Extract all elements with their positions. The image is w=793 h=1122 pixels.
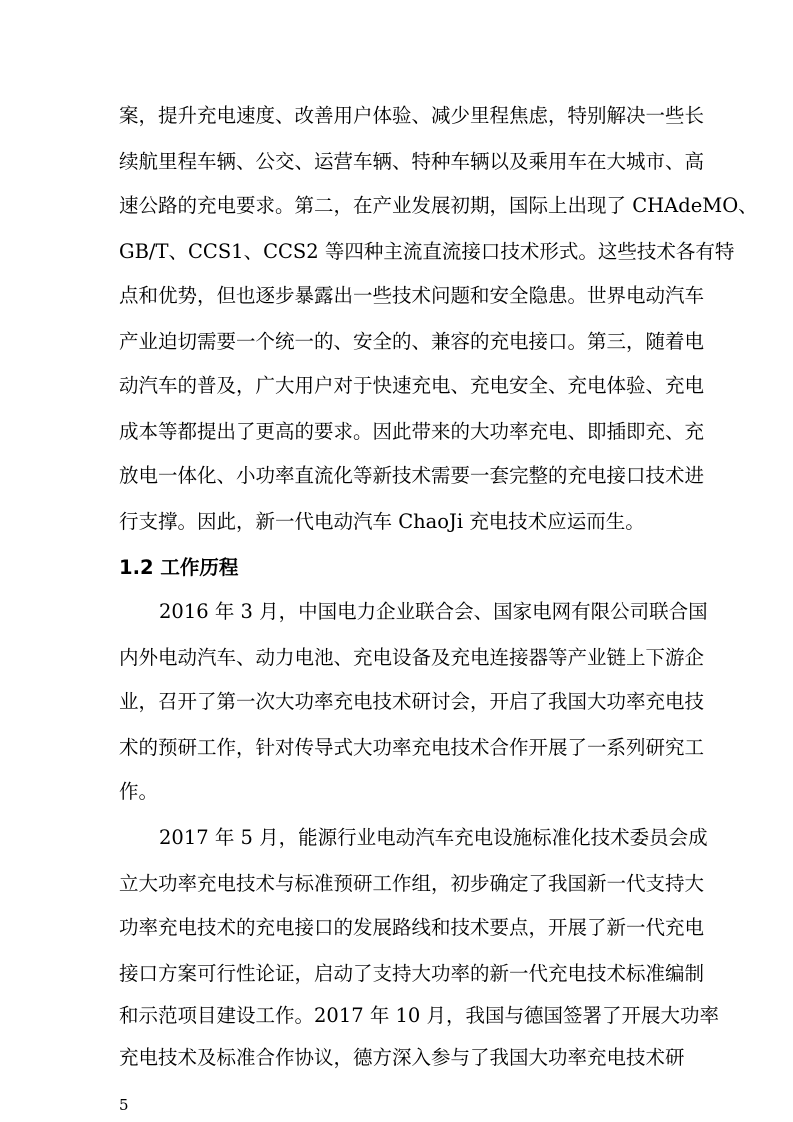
- paragraph-3-line-4: 接口方案可行性论证，启动了支持大功率的新一代充电技术标准编制: [119, 962, 705, 985]
- paragraph-3-line-1: 2017 年 5 月，能源行业电动汽车充电设施标准化技术委员会成: [159, 826, 708, 849]
- paragraph-2-line-3: 业，召开了第一次大功率充电技术研讨会，开启了我国大功率充电技: [119, 690, 705, 713]
- paragraph-1-line-6: 产业迫切需要一个统一的、安全的、兼容的充电接口。第三，随着电: [119, 330, 705, 353]
- section-heading: 1.2 工作历程: [119, 556, 239, 579]
- paragraph-3-line-5: 和示范项目建设工作。2017 年 10 月，我国与德国签署了开展大功率: [119, 1004, 720, 1027]
- paragraph-2-line-1: 2016 年 3 月，中国电力企业联合会、国家电网有限公司联合国: [159, 600, 708, 623]
- paragraph-1-line-4: GB/T、CCS1、CCS2 等四种主流直流接口技术形式。这些技术各有特: [119, 240, 735, 263]
- paragraph-1-line-8: 成本等都提出了更高的要求。因此带来的大功率充电、即插即充、充: [119, 420, 705, 443]
- paragraph-1-line-7: 动汽车的普及，广大用户对于快速充电、充电安全、充电体验、充电: [119, 374, 705, 397]
- paragraph-2-line-2: 内外电动汽车、动力电池、充电设备及充电连接器等产业链上下游企: [119, 646, 705, 669]
- paragraph-1-line-10: 行支撑。因此，新一代电动汽车 ChaoJi 充电技术应运而生。: [119, 510, 645, 533]
- paragraph-1-line-3: 速公路的充电要求。第二，在产业发展初期，国际上出现了 CHAdeMO、: [119, 194, 758, 217]
- paragraph-3-line-2: 立大功率充电技术与标准预研工作组，初步确定了我国新一代支持大: [119, 872, 705, 895]
- page-number: 5: [119, 1096, 129, 1114]
- paragraph-1-line-9: 放电一体化、小功率直流化等新技术需要一套完整的充电接口技术进: [119, 464, 705, 487]
- paragraph-1-line-5: 点和优势，但也逐步暴露出一些技术问题和安全隐患。世界电动汽车: [119, 284, 705, 307]
- paragraph-1-line-2: 续航里程车辆、公交、运营车辆、特种车辆以及乘用车在大城市、高: [119, 150, 705, 173]
- paragraph-3-line-6: 充电技术及标准合作协议，德方深入参与了我国大功率充电技术研: [119, 1046, 685, 1069]
- paragraph-3-line-3: 功率充电技术的充电接口的发展路线和技术要点，开展了新一代充电: [119, 916, 705, 939]
- paragraph-2-line-5: 作。: [119, 780, 159, 803]
- paragraph-1-line-1: 案，提升充电速度、改善用户体验、减少里程焦虑，特别解决一些长: [119, 104, 705, 127]
- paragraph-2-line-4: 术的预研工作，针对传导式大功率充电技术合作开展了一系列研究工: [119, 736, 705, 759]
